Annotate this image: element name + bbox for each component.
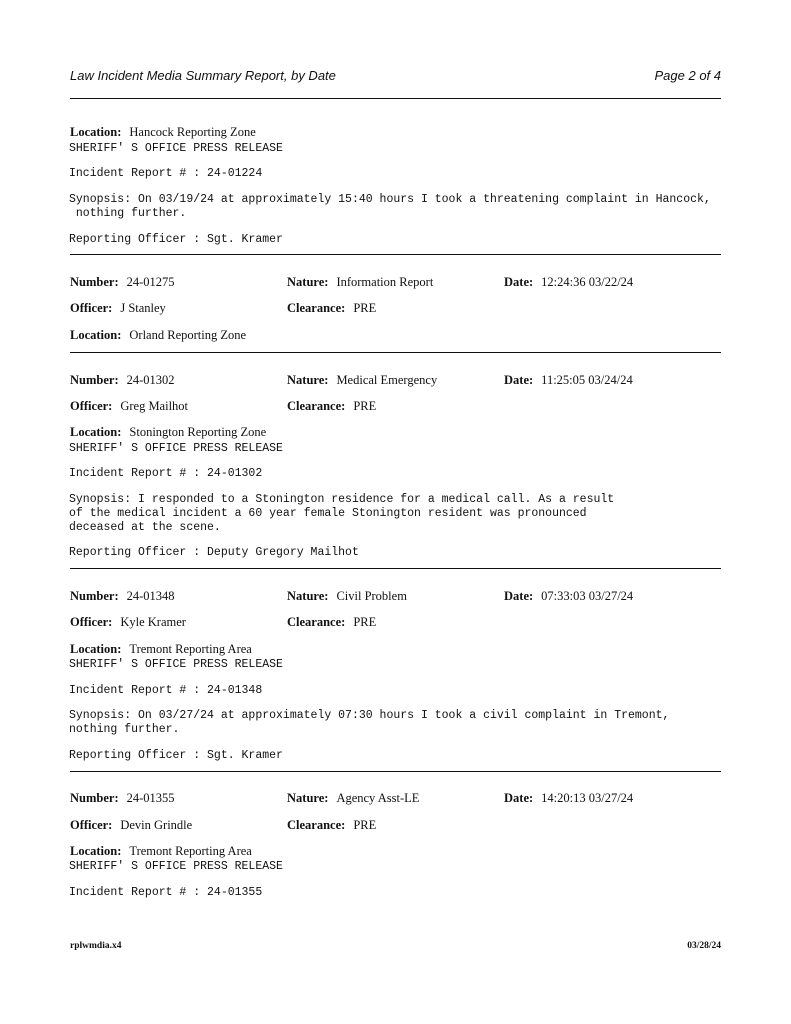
record-date [504,791,633,806]
location-value: Tremont Reporting Area [129,844,252,858]
number-label: Number: [70,373,119,387]
record-location [70,328,246,343]
record-location [70,642,252,657]
location-value: Stonington Reporting Zone [129,425,267,439]
nature-label: Nature: [287,373,329,387]
nature-value: Medical Emergency [336,373,438,387]
record-nature [287,373,437,388]
number-label: Number: [70,589,119,603]
location-label: Location: [70,328,122,342]
record-number [70,373,175,388]
location-label: Location: [70,844,122,858]
nature-value: Information Report [336,275,434,289]
record-divider [70,771,721,772]
footer-report-code: rplwmdia.x4 [70,941,122,951]
nature-label: Nature: [287,275,329,289]
record-nature [287,275,433,290]
number-value: 24-01348 [126,589,175,603]
footer-date: 03/28/24 [687,941,721,951]
record-clearance [287,615,376,630]
incident-report-line: Incident Report # : 24-01224 [69,167,263,180]
record-number [70,275,175,290]
clearance-value: PRE [353,615,377,629]
press-release-line: SHERIFF' S OFFICE PRESS RELEASE [69,860,283,873]
date-value: 14:20:13 03/27/24 [541,791,634,805]
clearance-label: Clearance: [287,615,346,629]
record-clearance [287,399,376,414]
date-label: Date: [504,373,534,387]
location-label: Location: [70,425,122,439]
nature-label: Nature: [287,791,329,805]
clearance-label: Clearance: [287,818,346,832]
officer-value: J Stanley [120,301,166,315]
record-date [504,589,633,604]
location-value: Tremont Reporting Area [129,642,252,656]
header-divider [70,98,721,99]
record-divider [70,568,721,569]
record-nature [287,589,407,604]
record-officer [70,399,188,414]
officer-value: Kyle Kramer [120,615,186,629]
location-label: Location: [70,642,122,656]
number-value: 24-01302 [126,373,175,387]
incident-report-line: Incident Report # : 24-01348 [69,684,263,697]
clearance-label: Clearance: [287,399,346,413]
location-value: Hancock Reporting Zone [129,125,256,139]
record-clearance [287,301,376,316]
nature-value: Civil Problem [336,589,407,603]
record-officer [70,301,166,316]
record-location [70,844,252,859]
record-date [504,275,633,290]
incident-report-line: Incident Report # : 24-01302 [69,467,263,480]
officer-label: Officer: [70,301,113,315]
press-release-line: SHERIFF' S OFFICE PRESS RELEASE [69,442,283,455]
location-label: Location: [70,125,122,139]
number-value: 24-01275 [126,275,175,289]
record-nature [287,791,419,806]
clearance-value: PRE [353,818,377,832]
record-divider [70,254,721,255]
record-officer [70,615,186,630]
officer-label: Officer: [70,615,113,629]
date-value: 07:33:03 03/27/24 [541,589,634,603]
officer-label: Officer: [70,399,113,413]
record-date [504,373,633,388]
date-label: Date: [504,589,534,603]
reporting-officer-line: Reporting Officer : Deputy Gregory Mailhot [69,546,359,559]
reporting-officer-line: Reporting Officer : Sgt. Kramer [69,233,283,246]
record-location [70,425,266,440]
number-value: 24-01355 [126,791,175,805]
officer-label: Officer: [70,818,113,832]
synopsis-text: Synopsis: On 03/27/24 at approximately 07:30 hours I took a civil complaint in Tremont, nothing further. [69,709,670,736]
record-clearance [287,818,376,833]
number-label: Number: [70,275,119,289]
officer-value: Devin Grindle [120,818,193,832]
date-value: 11:25:05 03/24/24 [541,373,633,387]
top-location-line [70,125,256,140]
nature-value: Agency Asst-LE [336,791,420,805]
synopsis-text: Synopsis: I responded to a Stonington residence for a medical call. As a result of the medical incident a 60 year female Stonington resident was pronounced deceased at the scene. [69,493,615,534]
officer-value: Greg Mailhot [120,399,189,413]
press-release-line: SHERIFF' S OFFICE PRESS RELEASE [69,658,283,671]
press-release-line: SHERIFF' S OFFICE PRESS RELEASE [69,142,283,155]
reporting-officer-line: Reporting Officer : Sgt. Kramer [69,749,283,762]
record-number [70,791,175,806]
synopsis-text: Synopsis: On 03/19/24 at approximately 15:40 hours I took a threatening complaint in Hancock, nothing further. [69,193,711,220]
location-value: Orland Reporting Zone [129,328,247,342]
report-title: Law Incident Media Summary Report, by Date [70,68,336,83]
record-number [70,589,175,604]
clearance-value: PRE [353,399,377,413]
record-divider [70,352,721,353]
nature-label: Nature: [287,589,329,603]
date-label: Date: [504,275,534,289]
incident-report-line: Incident Report # : 24-01355 [69,886,263,899]
date-value: 12:24:36 03/22/24 [541,275,634,289]
number-label: Number: [70,791,119,805]
clearance-value: PRE [353,301,377,315]
record-officer [70,818,192,833]
clearance-label: Clearance: [287,301,346,315]
page-number: Page 2 of 4 [654,68,721,83]
date-label: Date: [504,791,534,805]
